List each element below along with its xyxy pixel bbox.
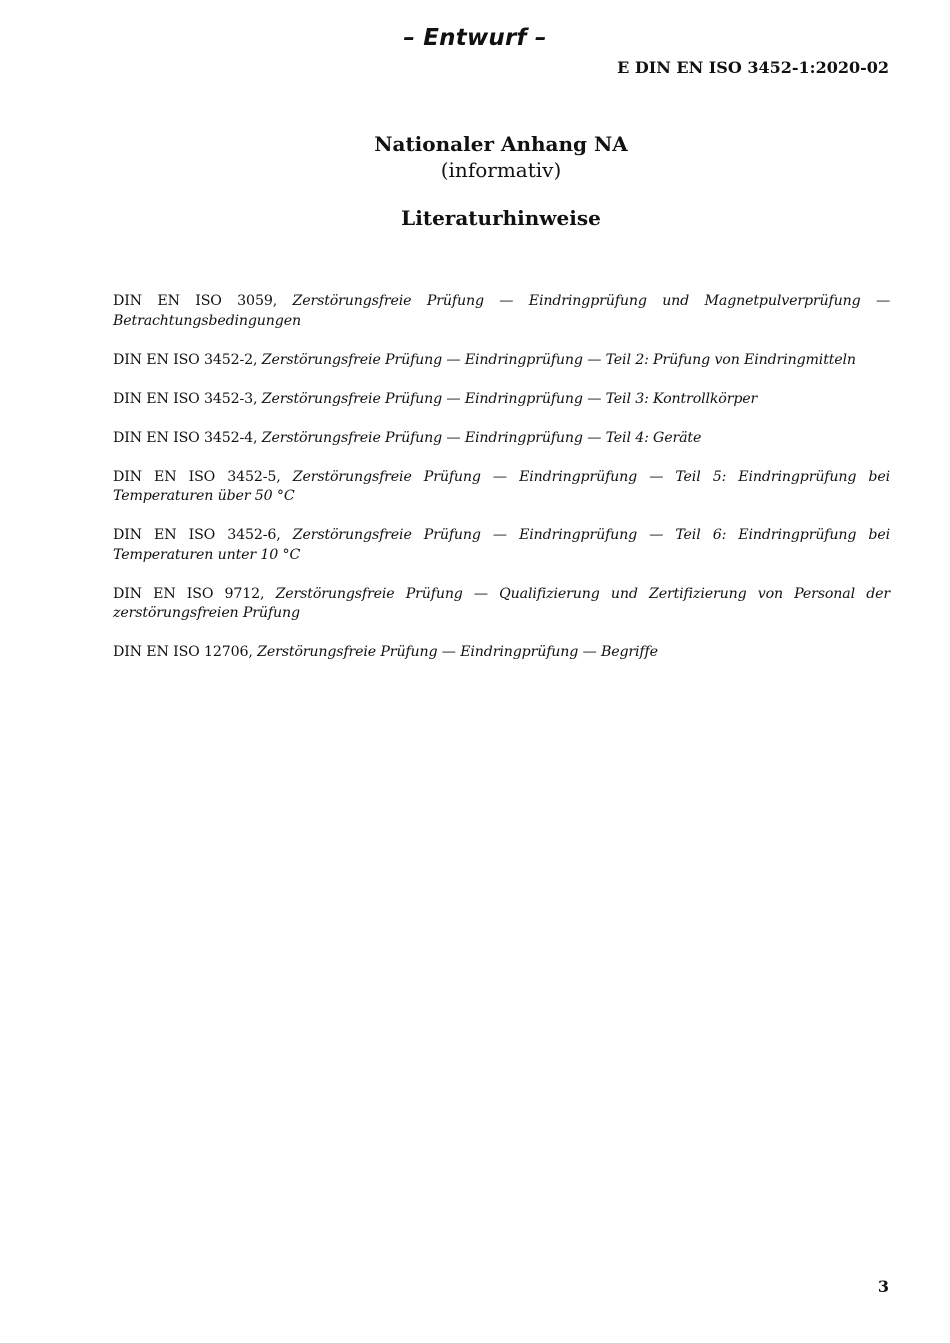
reference-number: DIN EN ISO 3452-6, (113, 527, 293, 543)
document-number: E DIN EN ISO 3452-1:2020-02 (617, 58, 889, 77)
reference-title: Zerstörungsfreie Prüfung — Eindringprüfung — Teil 3: Kontrollkörper (261, 390, 758, 407)
reference-item (113, 292, 890, 331)
reference-item (113, 643, 890, 663)
section-title: Literaturhinweise (401, 206, 601, 230)
reference-number: DIN EN ISO 3452-4, (113, 429, 262, 446)
reference-number: DIN EN ISO 3452-2, (113, 351, 262, 368)
reference-title: Zerstörungsfreie Prüfung — Eindringprüfung — Begriffe (257, 644, 658, 660)
reference-item (113, 468, 890, 507)
reference-number: DIN EN ISO 9712, (113, 585, 276, 602)
reference-item (113, 526, 890, 565)
reference-number: DIN EN ISO 3452-3, (113, 390, 262, 407)
reference-title: Zerstörungsfreie Prüfung — Eindringprüfung — Teil 6: Eindringprüfung bei Temperaturen unter 10 °C (113, 527, 890, 563)
reference-item (113, 351, 890, 371)
reference-title: Zerstörungsfreie Prüfung — Eindringprüfung — Teil 4: Geräte (261, 429, 702, 446)
reference-title: Zerstörungsfreie Prüfung — Qualifizierung und Zertifizierung von Personal der zerstörungsfreien Prüfung (113, 585, 890, 621)
reference-title: Zerstörungsfreie Prüfung — Eindringprüfung und Magnetpulverprüfung — Betrachtungsbedingungen (113, 293, 890, 329)
annex-subtitle: (informativ) (440, 158, 562, 182)
reference-number: DIN EN ISO 12706, (113, 644, 258, 660)
reference-title: Zerstörungsfreie Prüfung — Eindringprüfung — Teil 5: Eindringprüfung bei Temperaturen über 50 °C (113, 468, 890, 504)
annex-title: Nationaler Anhang NA (374, 132, 628, 156)
draft-watermark: – Entwurf – (403, 25, 547, 51)
page-number: 3 (877, 1277, 889, 1296)
reference-number: DIN EN ISO 3059, (113, 293, 293, 309)
reference-title: Zerstörungsfreie Prüfung — Eindringprüfung — Teil 2: Prüfung von Eindringmitteln (261, 351, 856, 368)
reference-item (113, 585, 890, 624)
reference-item (113, 390, 890, 410)
reference-list (113, 292, 890, 682)
reference-item (113, 429, 890, 449)
reference-number: DIN EN ISO 3452-5, (113, 468, 293, 485)
